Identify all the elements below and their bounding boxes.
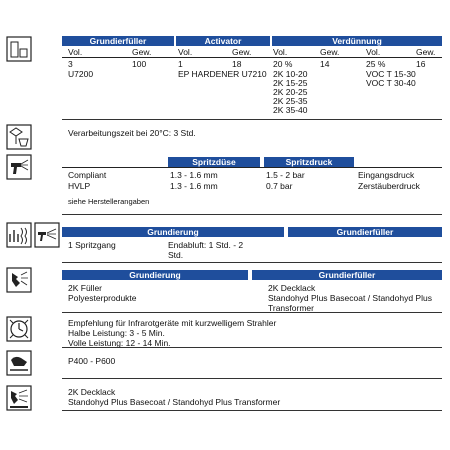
- ir-recommendation: Empfehlung für Infrarotgeräte mit kurzwelligem Strahler: [68, 318, 277, 328]
- spray-nozzle: 1.3 - 1.6 mm: [170, 170, 218, 180]
- topcoat-line: 2K Decklack: [68, 387, 116, 397]
- topcoat-icon: [6, 385, 32, 411]
- header-grundierfueller: Grundierfüller: [62, 36, 174, 46]
- header-grundierung: Grundierung: [62, 227, 284, 237]
- fueller-vol: 3: [68, 59, 73, 69]
- verd-a-product: 2K 25-35: [273, 96, 308, 106]
- pot-life-icon: [6, 124, 32, 150]
- application-icon: [6, 267, 32, 293]
- header-grundierfueller: Grundierfüller: [288, 227, 442, 237]
- verd-a-product: 2K 10-20: [273, 69, 308, 79]
- verd-a-gew: 14: [320, 59, 330, 69]
- verd-a-gew-label: Gew.: [320, 47, 340, 57]
- header-verduennung: Verdünnung: [272, 36, 442, 46]
- substrate-left: Polyesterprodukte: [68, 293, 137, 303]
- spray-pressure: 0.7 bar: [266, 181, 293, 191]
- activator-vol: 1: [178, 59, 183, 69]
- ir-full-power: Volle Leistung: 12 - 14 Min.: [68, 338, 171, 348]
- activator-gew-label: Gew.: [232, 47, 252, 57]
- coats-count: 1 Spritzgang: [68, 240, 116, 250]
- verd-a-vol: 20 %: [273, 59, 293, 69]
- verd-b-vol-label: Vol.: [366, 47, 381, 57]
- activator-product: EP HARDENER U7210: [178, 69, 267, 79]
- verd-b-gew-label: Gew.: [416, 47, 436, 57]
- section-divider: [62, 410, 442, 411]
- verd-b-vol: 25 %: [366, 59, 386, 69]
- fueller-product: U7200: [68, 69, 94, 79]
- section-divider: [62, 262, 442, 263]
- coats-flash-icon: [6, 222, 32, 248]
- verd-a-vol-label: Vol.: [273, 47, 288, 57]
- header-grundierung: Grundierung: [62, 270, 248, 280]
- sanding-icon: [6, 350, 32, 376]
- substrate-left: 2K Füller: [68, 283, 103, 293]
- sanding-grit: P400 - P600: [68, 356, 116, 366]
- verd-b-product: VOC T 15-30: [366, 69, 416, 79]
- header-activator: Activator: [176, 36, 270, 46]
- verd-b-product: VOC T 30-40: [366, 78, 416, 88]
- mix-divider: [62, 57, 442, 58]
- spray-type: HVLP: [68, 181, 91, 191]
- spray-note: Eingangsdruck: [358, 170, 415, 180]
- substrate-right: Standohyd Plus Basecoat / Standohyd Plus Transformer: [268, 293, 432, 313]
- infrared-drying-icon: [6, 316, 32, 342]
- section-divider: [62, 378, 442, 379]
- section-divider: [62, 214, 442, 215]
- fueller-vol-label: Vol.: [68, 47, 83, 57]
- fueller-gew-label: Gew.: [132, 47, 152, 57]
- verd-a-product: 2K 15-25: [273, 78, 308, 88]
- ir-half-power: Halbe Leistung: 3 - 5 Min.: [68, 328, 165, 338]
- header-grundierfueller: Grundierfüller: [252, 270, 442, 280]
- fueller-gew: 100: [132, 59, 147, 69]
- spray-pressure: 1.5 - 2 bar: [266, 170, 305, 180]
- spray-booth-icon: [34, 222, 60, 248]
- section-divider: [62, 119, 442, 120]
- spray-note: Zerstäuberdruck: [358, 181, 420, 191]
- substrate-right: 2K Decklack: [268, 283, 316, 293]
- verd-b-gew: 16: [416, 59, 426, 69]
- section-divider: [62, 347, 442, 348]
- spray-type: Compliant: [68, 170, 107, 180]
- section-divider: [62, 312, 442, 313]
- activator-gew: 18: [232, 59, 242, 69]
- spray-footnote: siehe Herstellerangaben: [68, 197, 150, 206]
- header-spritzdruck: Spritzdruck: [264, 157, 354, 167]
- mixing-ratio-icon: [6, 36, 32, 62]
- header-spritzduese: Spritzdüse: [168, 157, 260, 167]
- verd-a-product: 2K 20-25: [273, 87, 308, 97]
- spray-gun-icon: [6, 154, 32, 180]
- spray-nozzle: 1.3 - 1.6 mm: [170, 181, 218, 191]
- activator-vol-label: Vol.: [178, 47, 193, 57]
- flash-off-time: Endabluft: 1 Std. - 2 Std.: [168, 240, 244, 260]
- pot-life-text: Verarbeitungszeit bei 20°C: 3 Std.: [68, 128, 196, 138]
- verd-a-product: 2K 35-40: [273, 105, 308, 115]
- spray-divider: [62, 167, 442, 168]
- topcoat-line: Standohyd Plus Basecoat / Standohyd Plus Transformer: [68, 397, 281, 407]
